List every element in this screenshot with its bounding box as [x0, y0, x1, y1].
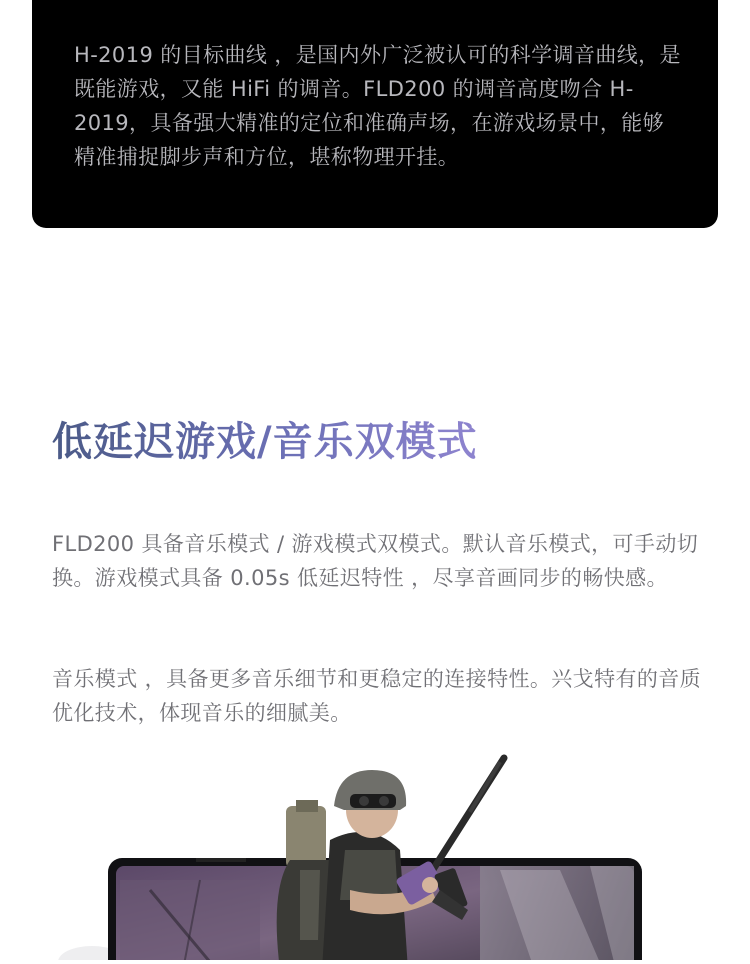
radio-antenna — [286, 806, 326, 868]
phone-soldier-image — [0, 740, 750, 960]
game-mode-paragraph: FLD200 具备音乐模式 / 游戏模式双模式。默认音乐模式，可手动切换。游戏模式具备 0.05s 低延迟特性 ，尽享音画同步的畅快感。 — [52, 532, 699, 590]
section-title: 低延迟游戏/音乐双模式 — [52, 416, 478, 468]
music-mode-paragraph: 音乐模式 ，具备更多音乐细节和更稳定的连接特性。兴戈特有的音质优化技术，体现音乐的细腻美。 — [52, 667, 702, 725]
game-mode-illustration — [0, 740, 750, 960]
tuning-description: H-2019 的目标曲线 ，是国内外广泛被认可的科学调音曲线，是既能游戏，又能 HiFi 的调音。FLD200 的调音高度吻合 H-2019，具备强大精准的定位和准确声场，在游戏场景中，能够精准捕捉脚步声和方位，堪称物理开挂。 — [74, 43, 681, 169]
tuning-info-card — [32, 0, 718, 228]
